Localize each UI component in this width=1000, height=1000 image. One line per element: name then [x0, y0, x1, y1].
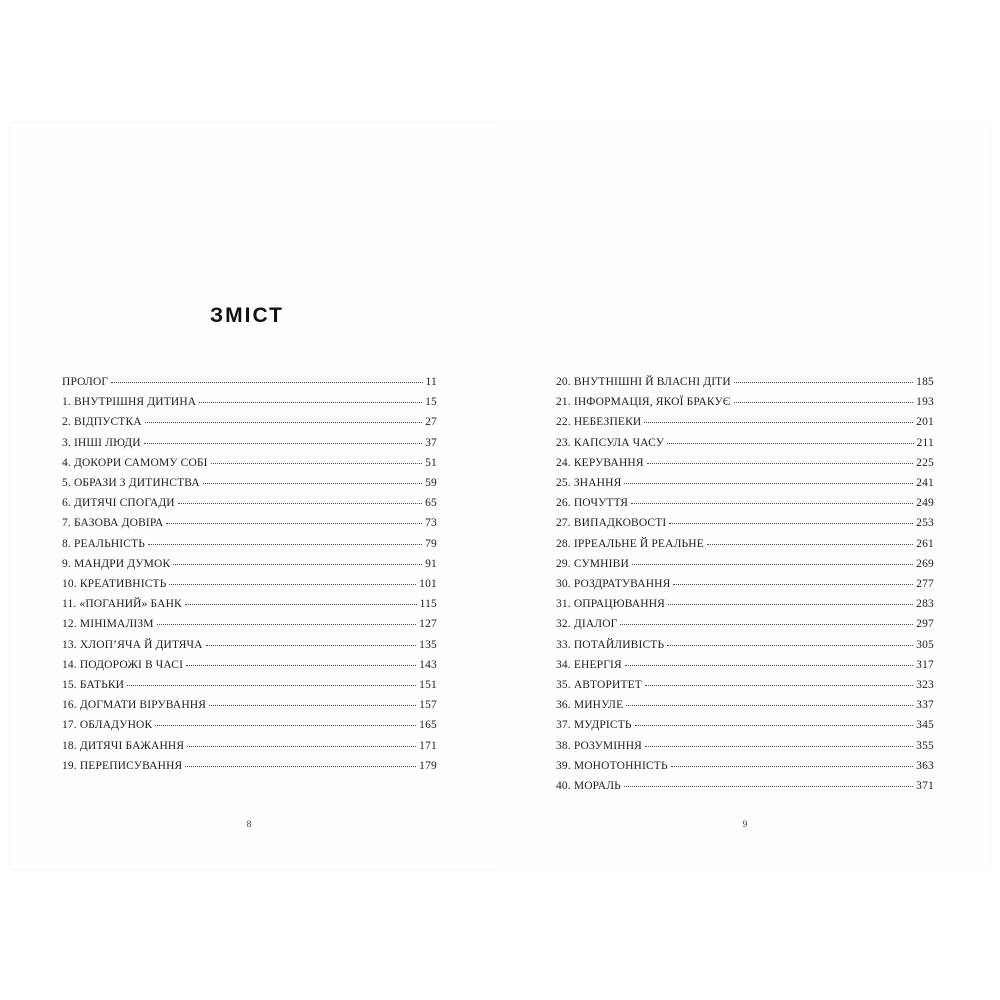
book-spread	[10, 122, 990, 870]
toc-entry-page-number: 91	[425, 557, 437, 570]
toc-entry-label: 13. ХЛОП’ЯЧА Й ДИТЯЧА	[62, 638, 203, 651]
toc-entry-label: 9. МАНДРИ ДУМОК	[62, 557, 171, 570]
toc-entry[interactable]	[62, 635, 437, 655]
toc-entry-page-number: 249	[916, 497, 934, 510]
toc-entry-label: 15. БАТЬКИ	[62, 679, 125, 692]
toc-entry[interactable]	[62, 392, 437, 412]
toc-leader-dots	[669, 515, 913, 524]
toc-entry-label: 4. ДОКОРИ САМОМУ СОБІ	[62, 456, 208, 469]
toc-entry-page-number: 283	[916, 598, 934, 611]
toc-entry-label: 23. КАПСУЛА ЧАСУ	[556, 436, 665, 449]
toc-leader-dots	[145, 414, 422, 423]
toc-leader-dots	[211, 455, 422, 464]
toc-entry-label: ПРОЛОГ	[62, 376, 109, 388]
toc-entry-page-number: 115	[419, 598, 437, 611]
toc-leader-dots	[632, 556, 913, 565]
toc-leader-dots	[673, 576, 913, 585]
toc-entry[interactable]	[62, 715, 437, 735]
toc-entry[interactable]	[556, 655, 934, 675]
toc-entry-label: 33. ПОТАЙЛИВІСТЬ	[556, 638, 665, 651]
toc-entry-page-number: 345	[916, 719, 934, 732]
toc-entry-page-number: 305	[916, 638, 934, 651]
toc-entry[interactable]	[62, 493, 437, 513]
toc-entry-label: 25. ЗНАННЯ	[556, 477, 622, 490]
toc-entry-page-number: 323	[916, 679, 934, 692]
toc-entry-label: 38. РОЗУМІННЯ	[556, 739, 642, 752]
folio-left: 8	[246, 820, 252, 830]
toc-leader-dots	[173, 556, 422, 565]
toc-entry-page-number: 241	[916, 477, 934, 490]
toc-entry[interactable]	[556, 453, 934, 473]
page-left	[10, 122, 500, 870]
toc-entry-label: 2. ВІДПУСТКА	[62, 416, 142, 429]
toc-leader-dots	[635, 717, 914, 726]
toc-entry-page-number: 11	[425, 376, 437, 388]
toc-entry[interactable]	[556, 756, 934, 776]
toc-leader-dots	[155, 717, 416, 726]
toc-list-left	[62, 372, 437, 776]
toc-entry[interactable]	[62, 756, 437, 776]
toc-entry-page-number: 337	[916, 699, 934, 712]
toc-entry-page-number: 179	[419, 759, 437, 772]
toc-entry[interactable]	[556, 736, 934, 756]
toc-entry-page-number: 355	[916, 739, 934, 752]
toc-entry-label: 17. ОБЛАДУНОК	[62, 719, 153, 732]
toc-entry-page-number: 157	[419, 699, 437, 712]
toc-entry-label: 19. ПЕРЕПИСУВАННЯ	[62, 759, 183, 772]
toc-entry-label: 18. ДИТЯЧІ БАЖАННЯ	[62, 739, 185, 752]
toc-entry-page-number: 143	[419, 658, 437, 671]
toc-entry-label: 11. «ПОГАНИЙ» БАНК	[62, 598, 182, 611]
toc-entry-label: 29. СУМНІВИ	[556, 557, 629, 570]
toc-entry-page-number: 27	[425, 416, 437, 429]
toc-leader-dots	[187, 738, 416, 747]
toc-entry-label: 14. ПОДОРОЖІ В ЧАСІ	[62, 658, 184, 671]
toc-entry-page-number: 185	[916, 376, 934, 388]
toc-entry-page-number: 201	[916, 416, 934, 429]
toc-leader-dots	[185, 758, 416, 767]
toc-entry-label: 16. ДОГМАТИ ВІРУВАННЯ	[62, 699, 207, 712]
toc-entry-label: 24. КЕРУВАННЯ	[556, 456, 644, 469]
toc-leader-dots	[667, 435, 913, 444]
toc-entry-page-number: 59	[425, 477, 437, 490]
toc-leader-dots	[203, 475, 422, 484]
toc-entry-label: 35. АВТОРИТЕТ	[556, 679, 642, 692]
toc-leader-dots	[625, 657, 913, 666]
toc-leader-dots	[707, 536, 913, 545]
toc-entry-label: 32. ДІАЛОГ	[556, 618, 618, 631]
toc-entry[interactable]	[62, 513, 437, 533]
toc-leader-dots	[734, 394, 914, 403]
toc-entry[interactable]	[62, 736, 437, 756]
toc-entry[interactable]	[62, 412, 437, 432]
toc-entry-page-number: 135	[419, 638, 437, 651]
toc-entry-page-number: 261	[916, 537, 934, 550]
toc-entry[interactable]	[556, 574, 934, 594]
folio-right: 9	[742, 820, 748, 830]
toc-entry-label: 1. ВНУТРІШНЯ ДИТИНА	[62, 396, 197, 409]
toc-entry-page-number: 225	[916, 456, 934, 469]
toc-entry-page-number: 211	[916, 436, 934, 449]
toc-entry-label: 7. БАЗОВА ДОВІРА	[62, 517, 164, 530]
toc-entry[interactable]	[62, 574, 437, 594]
toc-entry-label: 27. ВИПАДКОВОСТІ	[556, 517, 667, 530]
toc-entry[interactable]	[556, 473, 934, 493]
toc-leader-dots	[144, 435, 422, 444]
toc-entry[interactable]	[62, 594, 437, 614]
toc-entry[interactable]	[62, 372, 437, 392]
toc-entry-label: 30. РОЗДРАТУВАННЯ	[556, 578, 671, 591]
toc-leader-dots	[178, 495, 422, 504]
toc-leader-dots	[671, 758, 913, 767]
toc-entry-label: 40. МОРАЛЬ	[556, 780, 621, 793]
toc-entry-label: 28. ІРРЕАЛЬНЕ Й РЕАЛЬНЕ	[556, 537, 704, 550]
toc-entry[interactable]	[556, 614, 934, 634]
toc-entry[interactable]	[556, 776, 934, 796]
toc-entry-page-number: 15	[425, 396, 437, 409]
toc-leader-dots	[185, 596, 417, 605]
toc-entry[interactable]	[62, 614, 437, 634]
toc-leader-dots	[169, 576, 416, 585]
toc-list-right	[556, 372, 934, 796]
toc-entry-label: 5. ОБРАЗИ З ДИТИНСТВА	[62, 477, 200, 490]
toc-entry[interactable]	[556, 675, 934, 695]
toc-entry-label: 31. ОПРАЦЮВАННЯ	[556, 598, 665, 611]
toc-leader-dots	[624, 778, 913, 787]
toc-entry[interactable]	[556, 635, 934, 655]
toc-entry-label: 34. ЕНЕРГІЯ	[556, 658, 622, 671]
toc-entry-page-number: 171	[419, 739, 437, 752]
toc-entry[interactable]	[62, 554, 437, 574]
toc-leader-dots	[209, 697, 416, 706]
toc-leader-dots	[111, 374, 422, 383]
toc-entry[interactable]	[556, 493, 934, 513]
toc-entry-label: 6. ДИТЯЧІ СПОГАДИ	[62, 497, 175, 510]
toc-leader-dots	[620, 616, 913, 625]
toc-entry-page-number: 317	[916, 658, 934, 671]
toc-leader-dots	[157, 616, 416, 625]
toc-entry[interactable]	[556, 372, 934, 392]
toc-entry-page-number: 127	[419, 618, 437, 631]
toc-leader-dots	[186, 657, 416, 666]
toc-entry[interactable]	[62, 473, 437, 493]
toc-entry-label: 37. МУДРІСТЬ	[556, 719, 632, 732]
toc-entry-page-number: 51	[425, 456, 437, 469]
toc-entry[interactable]	[556, 695, 934, 715]
toc-entry[interactable]	[556, 513, 934, 533]
toc-leader-dots	[645, 677, 913, 686]
toc-entry-page-number: 363	[916, 759, 934, 772]
toc-entry-page-number: 65	[425, 497, 437, 510]
toc-entry[interactable]	[556, 433, 934, 453]
toc-entry-label: 20. ВНУТНІШНІ Й ВЛАСНІ ДІТИ	[556, 376, 731, 388]
toc-entry-label: 22. НЕБЕЗПЕКИ	[556, 416, 642, 429]
toc-entry-page-number: 151	[419, 679, 437, 692]
toc-entry-page-number: 297	[916, 618, 934, 631]
toc-entry[interactable]	[62, 675, 437, 695]
toc-entry[interactable]	[62, 655, 437, 675]
toc-entry-page-number: 277	[916, 578, 934, 591]
toc-leader-dots	[631, 495, 913, 504]
toc-leader-dots	[668, 596, 913, 605]
toc-leader-dots	[647, 455, 913, 464]
toc-entry[interactable]	[556, 412, 934, 432]
page-right	[500, 122, 990, 870]
toc-entry[interactable]	[62, 453, 437, 473]
toc-leader-dots	[166, 515, 422, 524]
toc-entry[interactable]	[556, 715, 934, 735]
toc-leader-dots	[645, 738, 913, 747]
toc-entry[interactable]	[62, 433, 437, 453]
toc-leader-dots	[624, 475, 913, 484]
toc-entry-page-number: 269	[916, 557, 934, 570]
toc-leader-dots	[644, 414, 913, 423]
toc-entry-page-number: 37	[425, 436, 437, 449]
toc-entry-label: 21. ІНФОРМАЦІЯ, ЯКОЇ БРАКУЄ	[556, 396, 731, 409]
toc-entry-label: 10. КРЕАТИВНІСТЬ	[62, 578, 167, 591]
toc-leader-dots	[199, 394, 422, 403]
toc-entry[interactable]	[556, 554, 934, 574]
toc-leader-dots	[734, 374, 913, 383]
toc-entry-page-number: 193	[916, 396, 934, 409]
toc-entry-label: 36. МИНУЛЕ	[556, 699, 624, 712]
toc-leader-dots	[206, 637, 417, 646]
toc-entry-label: 39. МОНОТОННІСТЬ	[556, 759, 668, 772]
toc-entry[interactable]	[556, 594, 934, 614]
page-title: ЗМІСТ	[210, 304, 284, 327]
toc-entry-page-number: 253	[916, 517, 934, 530]
toc-leader-dots	[148, 536, 422, 545]
toc-entry[interactable]	[556, 392, 934, 412]
toc-entry-page-number: 371	[916, 780, 934, 793]
toc-entry-page-number: 73	[425, 517, 437, 530]
toc-entry-label: 8. РЕАЛЬНІСТЬ	[62, 537, 146, 550]
toc-leader-dots	[667, 637, 913, 646]
toc-entry[interactable]	[556, 534, 934, 554]
toc-leader-dots	[127, 677, 416, 686]
toc-entry-label: 12. МІНІМАЛІЗМ	[62, 618, 154, 631]
toc-leader-dots	[626, 697, 913, 706]
toc-entry-page-number: 101	[419, 578, 437, 591]
toc-entry-page-number: 79	[425, 537, 437, 550]
toc-entry[interactable]	[62, 695, 437, 715]
toc-entry-page-number: 165	[419, 719, 437, 732]
toc-entry[interactable]	[62, 534, 437, 554]
toc-entry-label: 3. ІНШІ ЛЮДИ	[62, 436, 141, 449]
toc-entry-label: 26. ПОЧУТТЯ	[556, 497, 629, 510]
